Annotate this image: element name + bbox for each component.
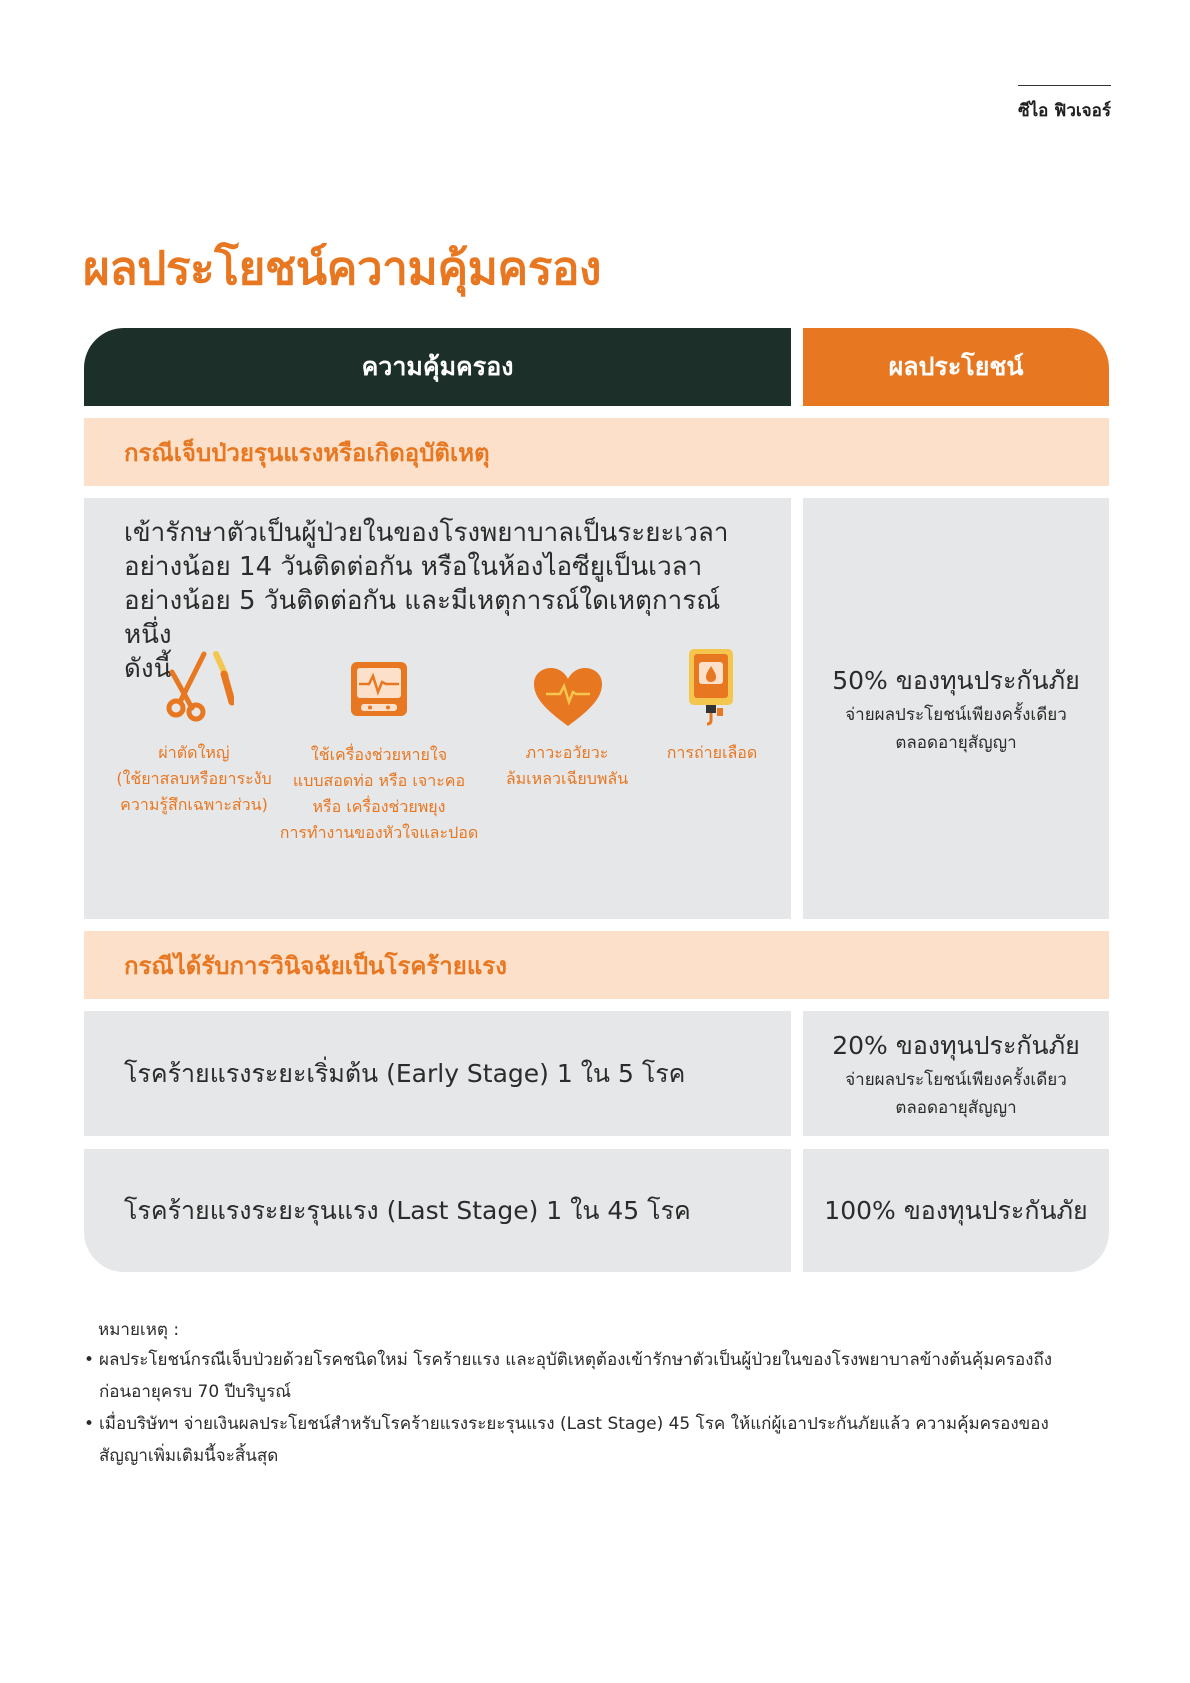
icon-caption-transfusion: การถ่ายเลือด <box>666 743 758 762</box>
icon-caption-ventilator: ใช้เครื่องช่วยหายใจ แบบสอดท่อ หรือ เจาะคอ หรือ เครื่องช่วยพยุง การทำงานของหัวใจและปอด <box>279 745 479 842</box>
header-rule <box>1018 85 1111 86</box>
notes-list <box>84 1344 1114 1472</box>
section-header-illness-accident: กรณีเจ็บป่วยรุนแรงหรือเกิดอุบัติเหตุ <box>84 418 1109 486</box>
page-title: ผลประโยชน์ความคุ้มครอง <box>83 241 601 295</box>
icon-caption-surgery: ผ่าตัดใหญ่ (ใช้ยาสลบหรือยาระงับ ความรู้สึกเฉพาะส่วน) <box>116 743 272 814</box>
section-header-critical-illness: กรณีได้รับการวินิจฉัยเป็นโรคร้ายแรง <box>84 931 1109 999</box>
coverage-description: เข้ารักษาตัวเป็นผู้ป่วยในของโรงพยาบาลเป็นระยะเวลา อย่างน้อย 14 วันติดต่อกัน หรือในห้องไอซียูเป็นเวลา อย่างน้อย 5 วันติดต่อกัน และมีเหตุการณ์ใดเหตุการณ์หนึ่ง ดังนี้ <box>124 518 729 684</box>
benefit-cell-early-stage: 20% ของทุนประกันภัย จ่ายผลประโยชน์เพียงครั้งเดียว ตลอดอายุสัญญา <box>803 1011 1109 1136</box>
note-item: • ผลประโยชน์กรณีเจ็บป่วยด้วยโรคชนิดใหม่ โรคร้ายแรง และอุบัติเหตุต้องเข้ารักษาตัวเป็นผู้ป่วยในของโรงพยาบาลข้างต้นคุ้มครองถึง ก่อนอายุครบ 70 ปีบริบูรณ์ <box>84 1344 1114 1408</box>
benefit-cell-last-stage: 100% ของทุนประกันภัย <box>803 1149 1109 1272</box>
icon-caption-organ-failure: ภาวะอวัยวะ ล้มเหลวเฉียบพลัน <box>505 743 629 788</box>
scissors-scalpel-icon <box>154 648 234 724</box>
note-item: • เมื่อบริษัทฯ จ่ายเงินผลประโยชน์สำหรับโรคร้ายแรงระยะรุนแรง (Last Stage) 45 โรค ให้แก่ผู้เอาประกันภัยแล้ว ความคุ้มครองของ สัญญาเพิ่มเติมนี้จะสิ้นสุด <box>84 1408 1114 1472</box>
benefit-cell-hospitalization: 50% ของทุนประกันภัย จ่ายผลประโยชน์เพียงครั้งเดียว ตลอดอายุสัญญา <box>803 498 1109 919</box>
ventilator-monitor-icon <box>349 660 409 718</box>
column-header-coverage: ความคุ้มครอง <box>84 328 791 406</box>
blood-bag-icon <box>686 646 736 726</box>
heart-pulse-icon <box>532 666 604 728</box>
brand-label: ซีไอ ฟิวเจอร์ <box>1018 101 1111 121</box>
column-header-benefit: ผลประโยชน์ <box>803 328 1109 406</box>
coverage-cell-last-stage: โรคร้ายแรงระยะรุนแรง (Last Stage) 1 ใน 45 โรค <box>84 1149 791 1272</box>
coverage-cell-early-stage: โรคร้ายแรงระยะเริ่มต้น (Early Stage) 1 ใน 5 โรค <box>84 1011 791 1136</box>
coverage-cell-hospitalization <box>84 498 791 919</box>
notes-label: หมายเหตุ : <box>98 1320 180 1340</box>
